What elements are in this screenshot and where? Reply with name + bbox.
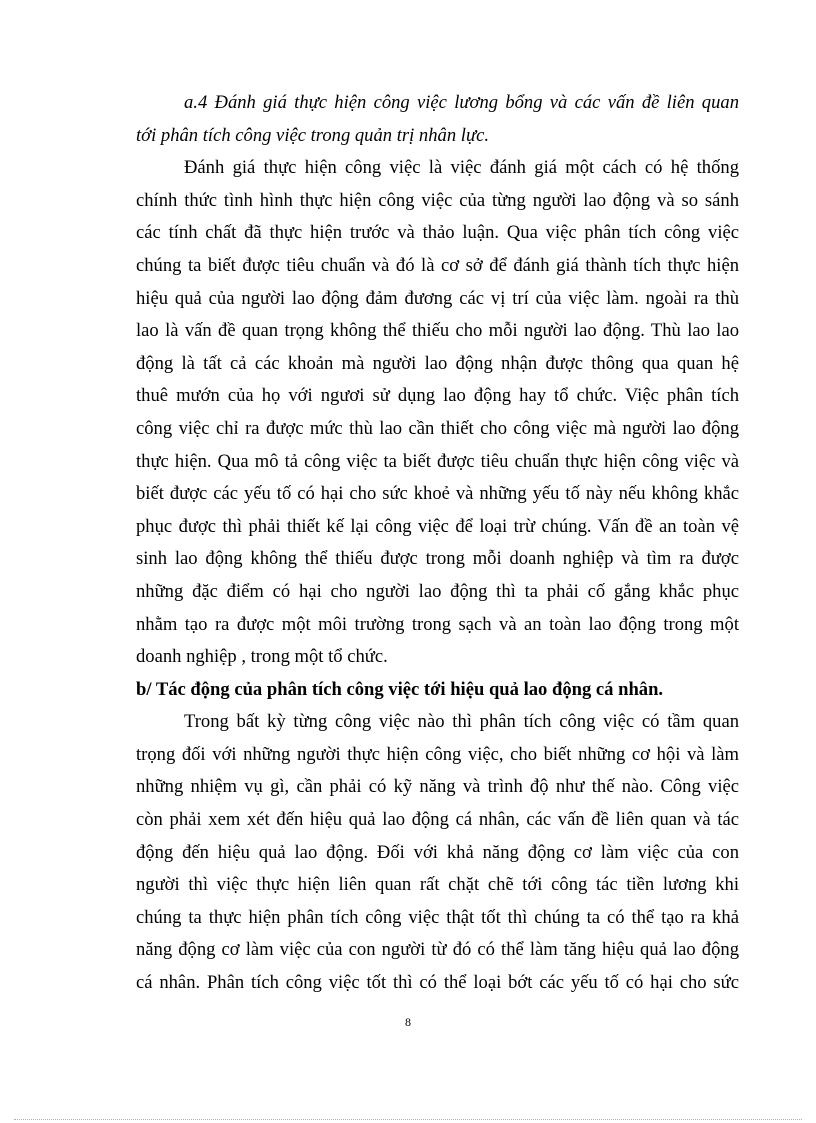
paragraph-1-line: nhằm tạo ra được một môi trường trong sạch và an toàn lao động trong một — [136, 613, 739, 635]
paragraph-1-line: sinh lao động không thể thiếu được trong mỗi doanh nghiệp và tìm ra được — [136, 548, 739, 570]
paragraph-evaluation — [136, 152, 739, 674]
paragraph-1-line: lao là vấn đề quan trọng không thể thiếu cho mỗi người lao động. Thù lao lao — [136, 320, 739, 342]
paragraph-2-line: động đến hiệu quả lao động. Đối với khả năng động cơ làm việc của con — [136, 841, 739, 863]
section-heading-b: b/ Tác động của phân tích công việc tới hiệu quả lao động cá nhân. — [136, 678, 664, 700]
paragraph-1-line: phục được thì phải thiết kế lại công việc để loại trừ chúng. Vấn đề an toàn vệ — [136, 515, 739, 537]
paragraph-1-line: các tính chất đã thực hiện trước và thảo luận. Qua việc phân tích công việc — [136, 222, 739, 244]
paragraph-1-line: chính thức tình hình thực hiện công việc của từng người lao động và so sánh — [136, 189, 739, 211]
section-heading-a4 — [136, 87, 739, 152]
paragraph-1-line-last: doanh nghiệp , trong một tổ chức. — [136, 646, 388, 668]
page-number: 8 — [405, 1015, 411, 1029]
paragraph-1-line: thuê mướn của họ với ngươi sử dụng lao động hay tổ chức. Việc phân tích — [136, 385, 739, 407]
page-bottom-divider — [14, 1119, 802, 1120]
paragraph-1-line: hiệu quả của người lao động đảm đương các vị trí của việc làm. ngoài ra thù — [136, 287, 739, 309]
heading-a4-line-1: a.4 Đánh giá thực hiện công việc lương bổng và các vấn đề liên quan — [184, 92, 739, 113]
paragraph-2-line: chúng ta thực hiện phân tích công việc thật tốt thì chúng ta có thể tạo ra khả — [136, 906, 739, 928]
paragraph-1-line: những đặc điểm có hại cho người lao động thì ta phải cố gắng khắc phục — [136, 580, 739, 602]
paragraph-1-line: biết được các yếu tố có hại cho sức khoẻ và những yếu tố này nếu không khắc — [136, 483, 739, 505]
paragraph-1-line: động là tất cả các khoản mà người lao động nhận được thông qua quan hệ — [136, 352, 739, 374]
paragraph-2-line: còn phải xem xét đến hiệu quả lao động cá nhân, các vấn đề liên quan và tác — [136, 809, 739, 831]
paragraph-2-line: cá nhân. Phân tích công việc tốt thì có thể loại bớt các yếu tố có hại cho sức — [136, 972, 739, 994]
paragraph-2-line: người thì việc thực hiện liên quan rất chặt chẽ tới công tác tiền lương khi — [136, 874, 739, 896]
document-body — [136, 87, 739, 1000]
paragraph-1-line: thực hiện. Qua mô tả công việc ta biết được tiêu chuẩn thực hiện công việc và — [136, 450, 739, 472]
paragraph-1-line: công việc chỉ ra được mức thù lao cần thiết cho công việc mà người lao động — [136, 417, 739, 439]
paragraph-2-line: những nhiệm vụ gì, cần phải có kỹ năng và trình độ như thế nào. Công việc — [136, 776, 739, 798]
paragraph-2-line: trọng đối với những người thực hiện công việc, cho biết những cơ hội và làm — [136, 743, 739, 765]
heading-a4-line-2: tới phân tích công việc trong quản trị nhân lực. — [136, 124, 489, 146]
paragraph-1-line: Đánh giá thực hiện công việc là việc đánh giá một cách có hệ thống — [184, 157, 739, 179]
paragraph-impact — [136, 706, 739, 999]
paragraph-1-line: chúng ta biết được tiêu chuẩn và đó là cơ sở để đánh giá thành tích thực hiện — [136, 254, 739, 276]
paragraph-2-line: năng động cơ làm việc của con người từ đó có thể làm tăng hiệu quả lao động — [136, 939, 739, 961]
paragraph-2-line: Trong bất kỳ từng công việc nào thì phân tích công việc có tầm quan — [184, 711, 739, 733]
